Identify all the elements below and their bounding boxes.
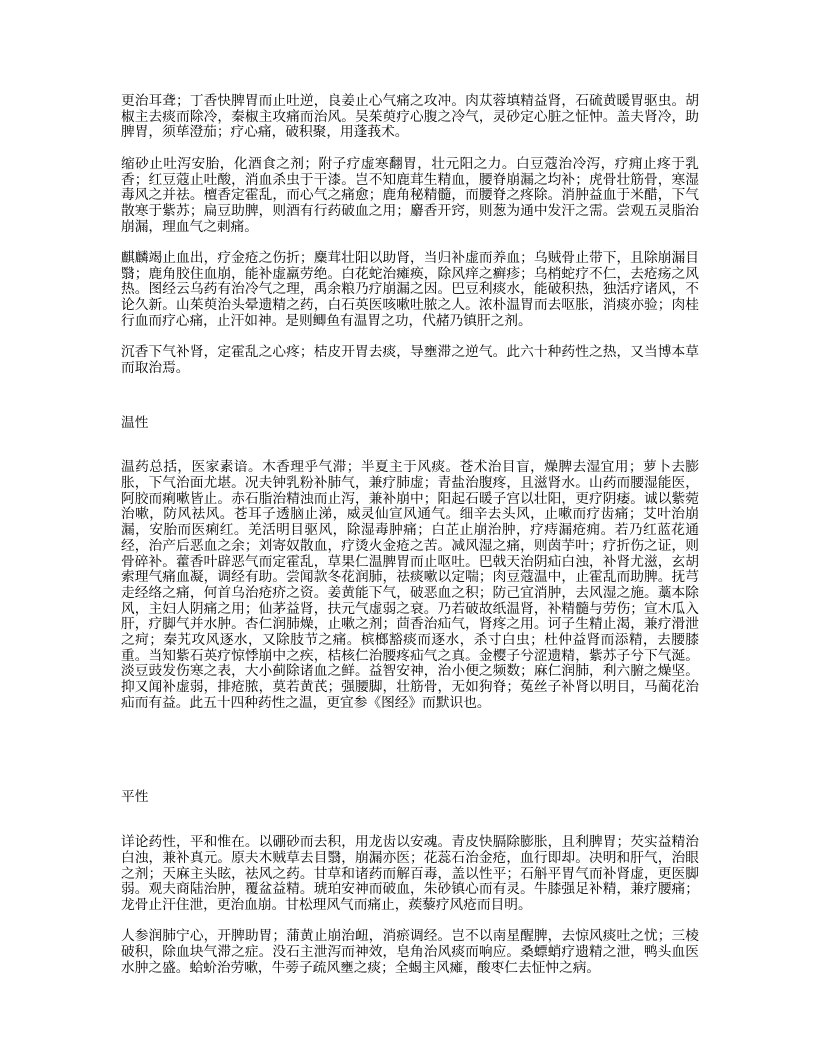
paragraph-re-xing-continuation-2: 缩砂止吐泻安胎，化酒食之剂；附子疗虚寒翻胃，壮元阳之力。白豆蔻治冷泻，疗痈止疼于乳香；红豆蔻止吐酸，消血杀虫于干漆。岂不知鹿茸生精血，腰脊崩漏之均补；虎骨壮筋骨，寒湿毒风之并祛。檀香定霍乱，而心气之痛愈；鹿角秘精髓，而腰脊之疼除。消肿益血于米醋，下气散寒于紫苏；扁豆助脾，则酒有行药破血之用；麝香开窍，则葱为通中发汗之需。尝观五灵脂治崩漏，理血气之刺痛。 [121,155,699,234]
section-heading-ping-xing: 平性 [121,788,149,804]
paragraph-ping-xing-1: 详论药性，平和惟在。以硼砂而去积，用龙齿以安魂。青皮快膈除膨胀，且利脾胃；芡实益精治白浊，兼补真元。原夫木贼草去目翳，崩漏亦医；花蕊石治金疮，血行即却。决明和肝气，治眼之剂；天麻主头眩，祛风之药。甘草和诸药而解百毒，盖以性平；石斛平胃气而补肾虚，更医脚弱。观夫商陆治肿，覆盆益精。琥珀安神而破血，朱砂镇心而有灵。牛膝强足补精，兼疗腰痛；龙骨止汗住泄，更治血崩。甘松理风气而痛止，蒺藜疗风疮而目明。 [121,834,699,913]
document-content [121,93,699,991]
section-heading-wen-xing: 温性 [121,414,149,430]
paragraph-re-xing-continuation-3: 麒麟竭止血出，疗金疮之伤折；麋茸壮阳以助肾，当归补虚而养血；乌贼骨止带下，且除崩漏目翳；鹿角胶住血崩，能补虚羸劳绝。白花蛇治瘫痪，除风痒之癣疹；乌梢蛇疗不仁，去疮疡之风热。图经云乌药有治冷气之理，禹余粮乃疗崩漏之因。巴豆利痰水，能破积热，独活疗诸风，不论久新。山茱萸治头晕遗精之药，白石英医咳嗽吐脓之人。浓朴温胃而去呕胀，消痰亦验；肉桂行血而疗心痛，止汗如神。是则鲫鱼有温胃之功，代赭乃镇肝之剂。 [121,250,699,328]
paragraph-ping-xing-2: 人参润肺宁心，开脾助胃；蒲黄止崩治衄，消瘀调经。岂不以南星醒脾，去惊风痰吐之忧；三棱破积，除血块气滞之症。没石主泄泻而神效，皂角治风痰而响应。桑螵蛸疗遗精之泄，鸭头血医水肿之盛。蛤蚧治劳嗽，牛蒡子疏风壅之痰；全蝎主风瘫，酸枣仁去怔忡之病。 [121,928,699,975]
paragraph-re-xing-continuation-1: 更治耳聋；丁香快脾胃而止吐逆，良姜止心气痛之攻冲。肉苁蓉填精益肾，石硫黄暖胃驱虫。胡椒主去痰而除冷，秦椒主攻痛而治风。吴茱萸疗心腹之冷气，灵砂定心脏之怔忡。盖夫肾冷，助脾胃，须荜澄茄；疗心痛，破积聚，用蓬莪术。 [121,93,699,140]
paragraph-re-xing-continuation-4: 沉香下气补肾，定霍乱之心疼；桔皮开胃去痰，导壅滞之逆气。此六十种药性之热，又当博本草而取治焉。 [121,344,699,375]
paragraph-wen-xing-1: 温药总括，医家素谙。木香理乎气滞；半夏主于风痰。苍术治目盲，燥脾去湿宜用；萝卜去膨胀，下气治面尤堪。况夫钟乳粉补肺气，兼疗肺虚；青盐治腹疼，且滋肾水。山药而腰湿能医，阿胶而痢嗽皆止。赤石脂治精浊而止泻，兼补崩中；阳起石暖子宫以壮阳，更疗阴痿。诚以紫菀治嗽，防风祛风。苍耳子透脑止涕，威灵仙宣风通气。细辛去头风，止嗽而疗齿痛；艾叶治崩漏，安胎而医痢红。羌活明目驱风，除湿毒肿痛；白芷止崩治肿，疗痔漏疮痈。若乃红蓝花通经，治产后恶血之余；刘寄奴散血，疗烫火金疮之苦。减风湿之痛，则茵芋叶；疗折伤之证，则骨碎补。藿香叶辟恶气而定霍乱，草果仁温脾胃而止呕吐。巴戟天治阴疝白浊，补肾尤滋，玄胡索理气痛血凝，调经有助。尝闻款冬花润肺，祛痰嗽以定喘；肉豆蔻温中，止霍乱而助脾。抚芎走经络之痛，何首乌治疮疥之资。姜黄能下气，破恶血之积；防己宜消肿，去风湿之施。藁本除风，主妇人阴痛之用；仙茅益肾，扶元气虚弱之衰。乃若破故纸温肾，补精髓与劳伤；宣木瓜入肝，疗脚气并水肿。杏仁润肺燥，止嗽之剂；茴香治疝气，肾疼之用。诃子生精止渴，兼疗滑泄之疴；秦艽攻风逐水，又除肢节之痛。槟榔豁痰而逐水，杀寸白虫；杜仲益肾而添精，去腰膝重。当知紫石英疗惊悸崩中之疾，桔核仁治腰疼疝气之真。金樱子兮涩遗精，紫苏子兮下气涎。淡豆豉发伤寒之表，大小蓟除诸血之鲜。益智安神，治小便之频数；麻仁润肺，利六腑之燥坚。抑又闻补虚弱，排疮脓，莫若黄芪；强腰脚，壮筋骨，无如狗脊；菟丝子补肾以明目，马蔺花治疝而有益。此五十四种药性之温，更宜参《图经》而默识也。 [121,459,699,710]
